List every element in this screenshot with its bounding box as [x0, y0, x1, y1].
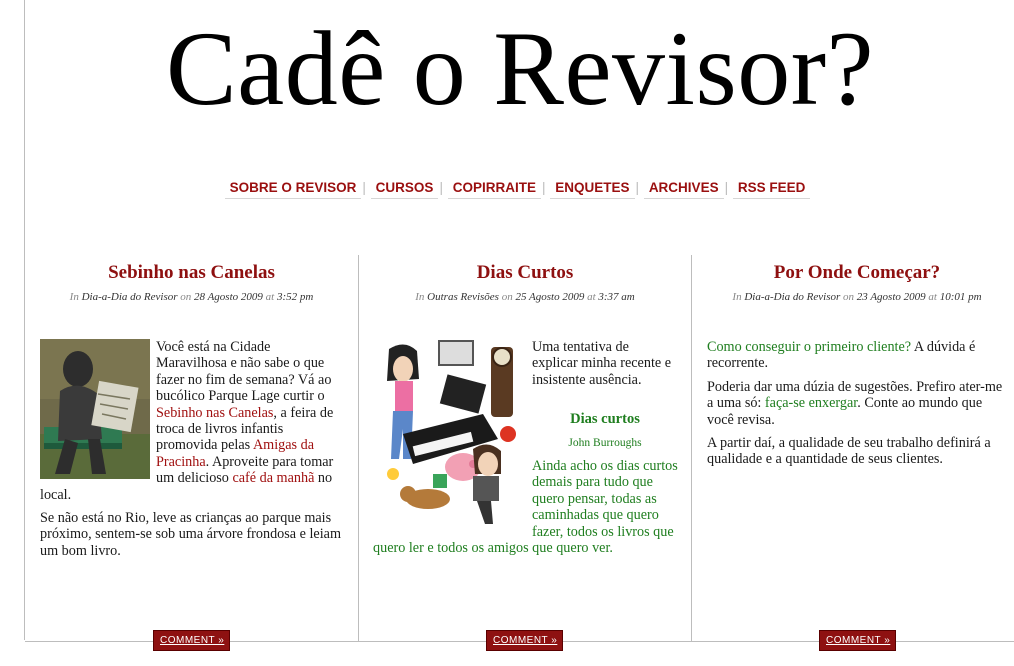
- main-nav: [0, 178, 1014, 199]
- nav-separator: |: [541, 180, 546, 195]
- post-intro: Uma tentativa de explicar minha recente e insistente ausência.: [532, 339, 672, 388]
- comment-button[interactable]: COMMENT »: [153, 630, 230, 651]
- primeiro-cliente-link[interactable]: Como conseguir o primeiro cliente?: [707, 339, 912, 355]
- cartoon-illustration: [373, 339, 528, 524]
- post-por-onde-comecar: [691, 255, 1014, 646]
- post-paragraph: A partir daí, a qualidade de seu trabalho definirá a qualidade e a quantidade de seus clientes.: [707, 435, 991, 468]
- post-sebinho-nas-canelas: [25, 255, 358, 646]
- nav-archives[interactable]: ARCHIVES: [644, 178, 724, 199]
- poem-title: Dias curtos: [570, 411, 640, 428]
- post-dias-curtos: [358, 255, 691, 646]
- nav-enquetes[interactable]: ENQUETES: [550, 178, 634, 199]
- post-title[interactable]: Dias Curtos: [476, 262, 574, 283]
- nav-separator: |: [635, 180, 640, 195]
- comment-button[interactable]: COMMENT »: [819, 630, 896, 651]
- cafe-da-manha-link[interactable]: café da manhã: [232, 470, 315, 487]
- post-meta: In Outras Revisões on 25 Agosto 2009 at 3:37 am: [415, 291, 635, 303]
- post-paragraph: Você está na Cidade Maravilhosa e não sabe o que fazer no fim de semana? Vá ao bucólico Parque Lage curtir o Sebinho nas Canelas, a feira de troca de livros infantis promovida pelas Amigas da Pracinha. Aproveite para tomar um delicioso café da manhã no local.: [40, 339, 334, 503]
- post-date: 28 Agosto 2009: [194, 291, 263, 303]
- comment-button[interactable]: COMMENT »: [486, 630, 563, 651]
- faca-se-enxergar-link[interactable]: faça-se enxergar: [764, 395, 858, 412]
- sebinho-nas-canelas-link[interactable]: Sebinho nas Canelas: [156, 404, 274, 421]
- post-date: 25 Agosto 2009: [515, 291, 585, 303]
- nav-sobre-o-revisor[interactable]: SOBRE O REVISOR: [225, 178, 362, 199]
- post-body: [373, 339, 678, 563]
- post-time: 3:37 am: [598, 291, 635, 303]
- nav-cursos[interactable]: CURSOS: [371, 178, 439, 199]
- post-paragraph: Poderia dar uma dúzia de sugestões. Prefiro ater-me a uma só: faça-se enxergar. Conte ao mundo que você revisa.: [707, 378, 1003, 428]
- nav-separator: |: [724, 180, 729, 195]
- post-category-link[interactable]: Outras Revisões: [427, 291, 499, 303]
- post-paragraph: Como conseguir o primeiro cliente? A dúvida é recorrente.: [707, 339, 976, 372]
- post-category-link[interactable]: Dia-a-Dia do Revisor: [81, 291, 178, 303]
- post-title[interactable]: Por Onde Começar?: [773, 262, 941, 283]
- post-paragraph: Se não está no Rio, leve as crianças ao parque mais próximo, sentem-se sob uma árvore frondosa e leiam um bom livro.: [40, 510, 341, 559]
- statue-photo: [40, 339, 150, 479]
- nav-copirraite[interactable]: COPIRRAITE: [448, 178, 541, 199]
- post-category-link[interactable]: Dia-a-Dia do Revisor: [744, 291, 841, 303]
- nav-separator: |: [362, 180, 366, 195]
- post-body: [40, 339, 343, 566]
- post-meta: In Dia-a-Dia do Revisor on 23 Agosto 2009 at 10:01 pm: [732, 291, 982, 303]
- amigas-da-pracinha-link[interactable]: Amigas da Pracinha: [156, 437, 315, 470]
- post-body: [707, 339, 1008, 475]
- post-date: 23 Agosto 2009: [856, 291, 926, 303]
- post-time: 10:01 pm: [939, 291, 982, 303]
- site-title: Cadê o Revisor?: [165, 10, 875, 127]
- poem-author: John Burroughs: [568, 436, 642, 449]
- poem-text: Ainda acho os dias curtos demais para tudo que quero pensar, todas as caminhadas que quero fazer, todos os livros que quero ler e todos os amigos que quero ver.: [373, 458, 678, 557]
- nav-rss-feed[interactable]: RSS FEED: [733, 178, 811, 199]
- post-time: 3:52 pm: [276, 291, 314, 303]
- post-meta: In Dia-a-Dia do Revisor on 28 Agosto 2009 at 3:52 pm: [69, 291, 314, 303]
- nav-separator: |: [439, 180, 443, 195]
- post-title[interactable]: Sebinho nas Canelas: [108, 262, 275, 283]
